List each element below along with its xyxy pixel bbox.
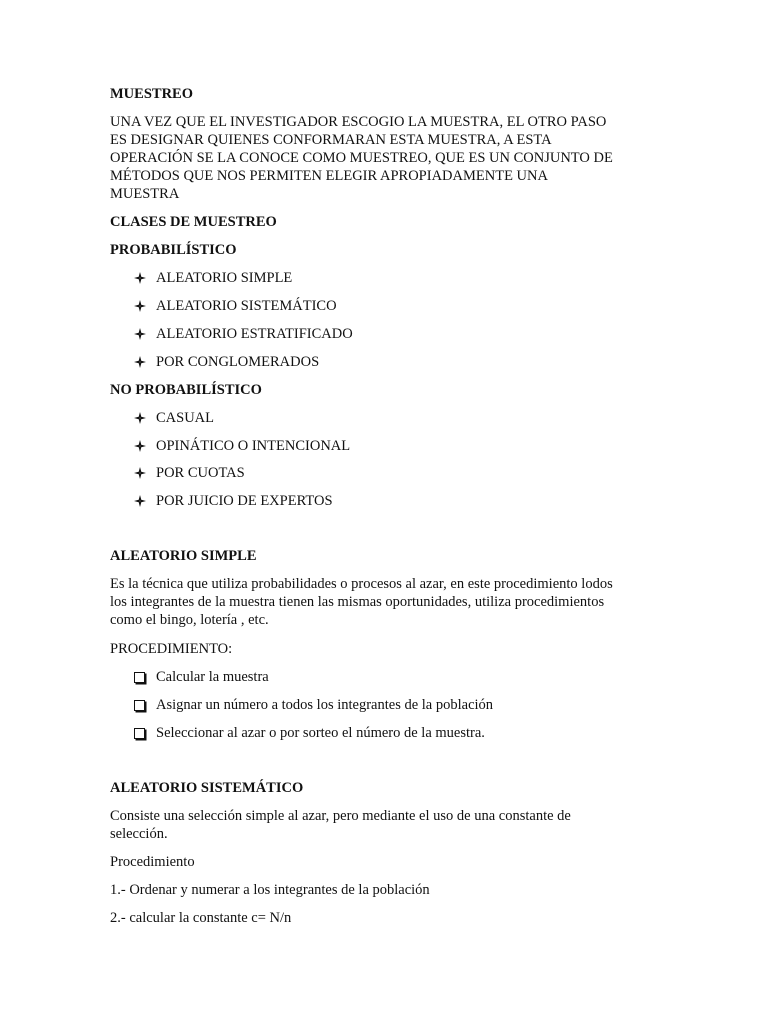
checkbox-square-icon	[133, 724, 147, 742]
list-item-label: POR CUOTAS	[156, 465, 245, 481]
diamond-bullet-icon	[133, 269, 147, 287]
list-item-label: OPINÁTICO O INTENCIONAL	[156, 438, 351, 454]
list-item-label: Asignar un número a todos los integrantes de la población	[156, 697, 494, 713]
simple-random-procedure-label: PROCEDIMIENTO:	[110, 641, 233, 657]
paragraph-line: Es la técnica que utiliza probabilidades o procesos al azar, en este procedimiento lodos	[110, 576, 613, 592]
simple-random-heading: ALEATORIO SIMPLE	[110, 548, 257, 564]
diamond-bullet-icon	[133, 325, 147, 343]
diamond-bullet-icon	[133, 492, 147, 510]
systematic-random-procedure-label: Procedimiento	[110, 854, 195, 870]
classes-heading: CLASES DE MUESTREO	[110, 214, 277, 230]
systematic-random-paragraph	[110, 807, 650, 843]
paragraph-line: selección.	[110, 826, 168, 842]
intro-line: ES DESIGNAR QUIENES CONFORMARAN ESTA MUESTRA, A ESTA	[110, 132, 552, 148]
document-title: MUESTREO	[110, 86, 193, 102]
list-item-label: POR JUICIO DE EXPERTOS	[156, 493, 333, 509]
diamond-bullet-icon	[133, 353, 147, 371]
intro-line: MÉTODOS QUE NOS PERMITEN ELEGIR APROPIADAMENTE UNA	[110, 168, 548, 184]
list-item-label: Seleccionar al azar o por sorteo el número de la muestra.	[156, 725, 485, 741]
list-item-label: ALEATORIO SISTEMÁTICO	[156, 298, 337, 314]
intro-line: UNA VEZ QUE EL INVESTIGADOR ESCOGIO LA MUESTRA, EL OTRO PASO	[110, 114, 607, 130]
probabilistic-heading: PROBABILÍSTICO	[110, 242, 237, 258]
diamond-bullet-icon	[133, 437, 147, 455]
intro-line: MUESTRA	[110, 186, 180, 202]
diamond-bullet-icon	[133, 464, 147, 482]
paragraph-line: como el bingo, lotería , etc.	[110, 612, 269, 628]
list-item-label: POR CONGLOMERADOS	[156, 354, 320, 370]
intro-line: OPERACIÓN SE LA CONOCE COMO MUESTREO, QUE ES UN CONJUNTO DE	[110, 150, 613, 166]
paragraph-line: los integrantes de la muestra tienen las mismas oportunidades, utiliza procedimientos	[110, 594, 605, 610]
diamond-bullet-icon	[133, 297, 147, 315]
numbered-step: 1.- Ordenar y numerar a los integrantes de la población	[110, 882, 430, 898]
numbered-step: 2.- calcular la constante c= N/n	[110, 910, 292, 926]
list-item-label: ALEATORIO ESTRATIFICADO	[156, 326, 353, 342]
list-item-label: ALEATORIO SIMPLE	[156, 270, 293, 286]
non-probabilistic-heading: NO PROBABILÍSTICO	[110, 382, 262, 398]
systematic-random-heading: ALEATORIO SISTEMÁTICO	[110, 780, 304, 796]
intro-paragraph	[110, 113, 650, 203]
diamond-bullet-icon	[133, 409, 147, 427]
checkbox-square-icon	[133, 696, 147, 714]
simple-random-paragraph	[110, 575, 670, 629]
list-item-label: Calcular la muestra	[156, 669, 269, 685]
checkbox-square-icon	[133, 668, 147, 686]
paragraph-line: Consiste una selección simple al azar, pero mediante el uso de una constante de	[110, 808, 571, 824]
list-item-label: CASUAL	[156, 410, 215, 426]
